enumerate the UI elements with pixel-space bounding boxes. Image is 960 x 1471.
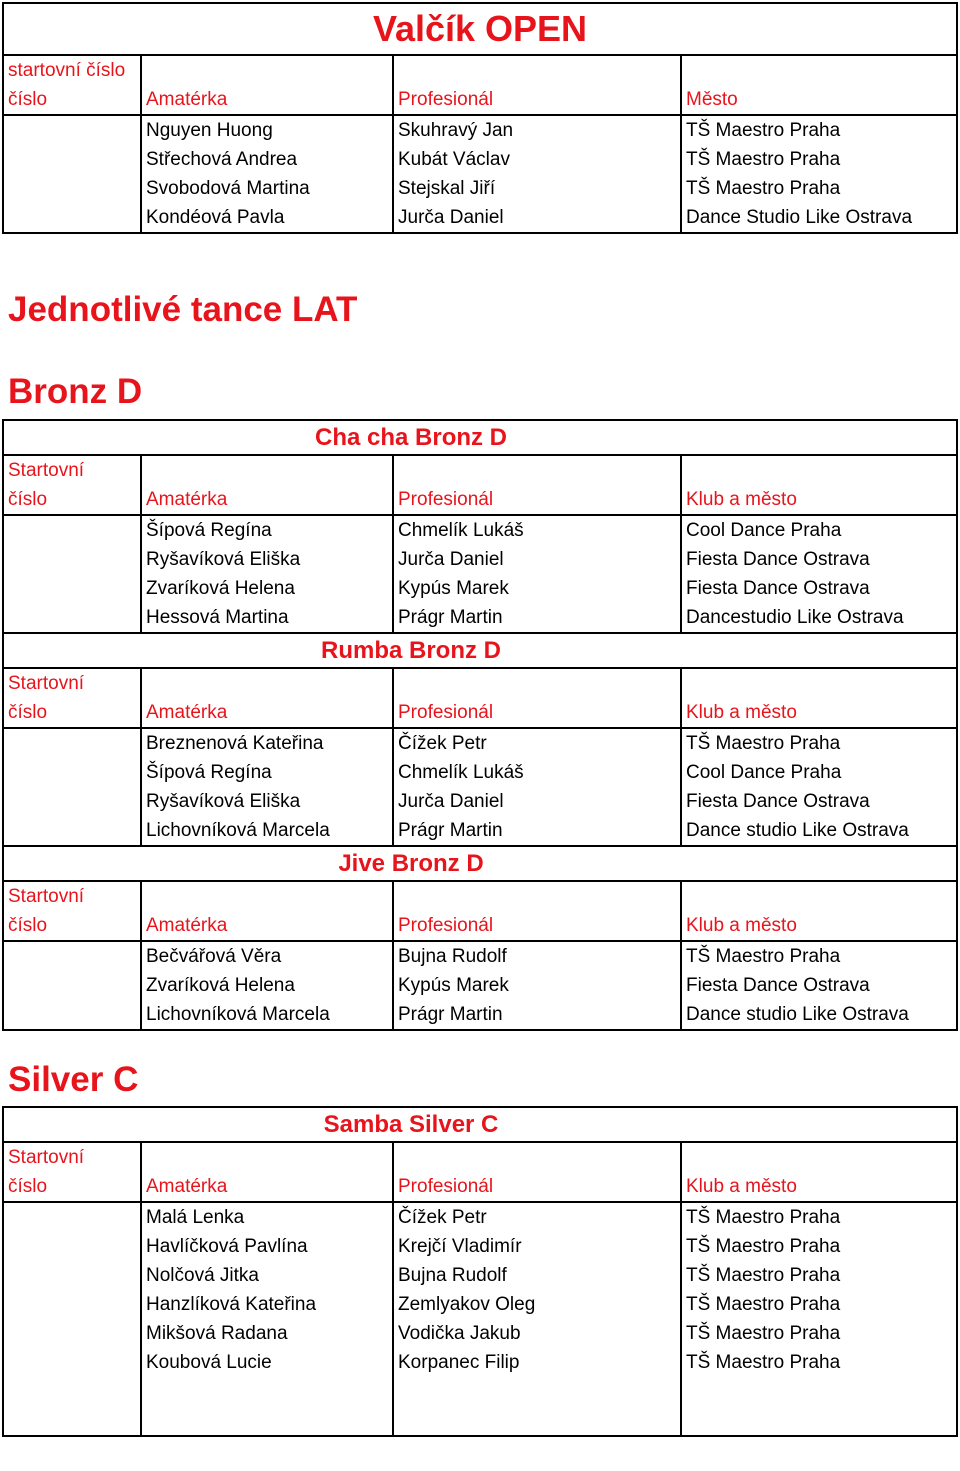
table-row — [3, 545, 957, 574]
title-spacer — [681, 1107, 957, 1142]
amaterka-cell: Bečvářová Věra — [141, 941, 393, 971]
profesional-cell: Stejskal Jiří — [393, 174, 681, 203]
club-cell: TŠ Maestro Praha — [681, 1319, 957, 1348]
col-klub: Klub a město — [681, 455, 957, 515]
title-spacer — [3, 420, 141, 455]
club-cell: Fiesta Dance Ostrava — [681, 971, 957, 1000]
table-row — [3, 1377, 957, 1406]
header-row — [3, 668, 957, 728]
title-spacer — [3, 846, 141, 881]
section-heading-bronz: Bronz D — [8, 372, 143, 411]
header-row — [3, 455, 957, 515]
amaterka-cell — [141, 1377, 393, 1406]
table-bronz-d — [2, 419, 958, 1031]
profesional-cell: Kypús Marek — [393, 574, 681, 603]
table-row — [3, 816, 957, 846]
profesional-cell: Prágr Martin — [393, 816, 681, 846]
col-klub: Klub a město — [681, 668, 957, 728]
col-profesional: Profesionál — [393, 668, 681, 728]
start-number-cell — [3, 574, 141, 603]
club-cell: Fiesta Dance Ostrava — [681, 574, 957, 603]
profesional-cell: Chmelík Lukáš — [393, 515, 681, 545]
club-cell: TŠ Maestro Praha — [681, 174, 957, 203]
start-number-cell — [3, 971, 141, 1000]
club-cell: TŠ Maestro Praha — [681, 115, 957, 145]
start-number-cell — [3, 816, 141, 846]
start-number-cell — [3, 787, 141, 816]
amaterka-cell: Lichovníková Marcela — [141, 1000, 393, 1030]
profesional-cell: Jurča Daniel — [393, 787, 681, 816]
start-number-cell — [3, 603, 141, 633]
club-cell: TŠ Maestro Praha — [681, 1261, 957, 1290]
col-amaterka: Amatérka — [141, 55, 393, 115]
table-row — [3, 203, 957, 233]
table-row — [3, 1319, 957, 1348]
col-start-number: Startovní číslo — [3, 455, 141, 515]
table-row — [3, 1261, 957, 1290]
start-number-cell — [3, 1348, 141, 1377]
col-profesional: Profesionál — [393, 881, 681, 941]
profesional-cell — [393, 1377, 681, 1406]
start-number-cell — [3, 1000, 141, 1030]
profesional-cell: Bujna Rudolf — [393, 1261, 681, 1290]
header-row — [3, 881, 957, 941]
col-profesional: Profesionál — [393, 1142, 681, 1202]
profesional-cell: Kubát Václav — [393, 145, 681, 174]
amaterka-cell: Malá Lenka — [141, 1202, 393, 1232]
profesional-cell: Bujna Rudolf — [393, 941, 681, 971]
table-row — [3, 115, 957, 145]
club-cell: Dance studio Like Ostrava — [681, 1000, 957, 1030]
table-row — [3, 174, 957, 203]
table-row — [3, 1290, 957, 1319]
start-number-cell — [3, 115, 141, 145]
section-heading-lat: Jednotlivé tance LAT — [8, 290, 358, 329]
title-spacer — [3, 1107, 141, 1142]
amaterka-cell: Nguyen Huong — [141, 115, 393, 145]
club-cell: TŠ Maestro Praha — [681, 1348, 957, 1377]
table-valcik-open — [2, 2, 958, 234]
club-cell: TŠ Maestro Praha — [681, 728, 957, 758]
amaterka-cell: Havlíčková Pavlína — [141, 1232, 393, 1261]
club-cell: Dancestudio Like Ostrava — [681, 603, 957, 633]
col-klub: Klub a město — [681, 881, 957, 941]
table-row — [3, 574, 957, 603]
table-row — [3, 971, 957, 1000]
dance-title-row — [3, 420, 957, 455]
start-number-cell — [3, 1406, 141, 1436]
start-number-cell — [3, 941, 141, 971]
profesional-cell: Krejčí Vladimír — [393, 1232, 681, 1261]
start-number-cell — [3, 758, 141, 787]
col-start-number: Startovní číslo — [3, 668, 141, 728]
header-row — [3, 1142, 957, 1202]
club-cell: TŠ Maestro Praha — [681, 1202, 957, 1232]
col-mesto: Město — [681, 55, 957, 115]
profesional-cell: Čížek Petr — [393, 1202, 681, 1232]
table-silver-c — [2, 1106, 958, 1437]
amaterka-cell: Nolčová Jitka — [141, 1261, 393, 1290]
amaterka-cell: Breznenová Kateřina — [141, 728, 393, 758]
start-number-cell — [3, 545, 141, 574]
amaterka-cell: Hessová Martina — [141, 603, 393, 633]
club-cell: TŠ Maestro Praha — [681, 145, 957, 174]
amaterka-cell: Ryšavíková Eliška — [141, 545, 393, 574]
dance-title: Cha cha Bronz D — [141, 420, 681, 455]
club-cell: TŠ Maestro Praha — [681, 941, 957, 971]
dance-title: Jive Bronz D — [141, 846, 681, 881]
profesional-cell: Prágr Martin — [393, 603, 681, 633]
profesional-cell: Korpanec Filip — [393, 1348, 681, 1377]
table-row — [3, 1406, 957, 1436]
col-amaterka: Amatérka — [141, 455, 393, 515]
amaterka-cell: Střechová Andrea — [141, 145, 393, 174]
club-cell: TŠ Maestro Praha — [681, 1232, 957, 1261]
amaterka-cell: Šípová Regína — [141, 515, 393, 545]
profesional-cell: Zemlyakov Oleg — [393, 1290, 681, 1319]
amaterka-cell: Zvaríková Helena — [141, 574, 393, 603]
profesional-cell: Kypús Marek — [393, 971, 681, 1000]
table-row — [3, 1348, 957, 1377]
table-row — [3, 758, 957, 787]
table-row — [3, 1232, 957, 1261]
title-spacer — [681, 420, 957, 455]
amaterka-cell: Lichovníková Marcela — [141, 816, 393, 846]
title-spacer — [3, 633, 141, 668]
amaterka-cell: Svobodová Martina — [141, 174, 393, 203]
dance-title-row — [3, 633, 957, 668]
profesional-cell: Vodička Jakub — [393, 1319, 681, 1348]
col-amaterka: Amatérka — [141, 1142, 393, 1202]
table-row — [3, 1000, 957, 1030]
amaterka-cell: Koubová Lucie — [141, 1348, 393, 1377]
club-cell: Dance studio Like Ostrava — [681, 816, 957, 846]
table-row — [3, 1202, 957, 1232]
club-cell: TŠ Maestro Praha — [681, 1290, 957, 1319]
dance-title: Samba Silver C — [141, 1107, 681, 1142]
club-cell: Fiesta Dance Ostrava — [681, 787, 957, 816]
dance-title-row — [3, 846, 957, 881]
club-cell — [681, 1377, 957, 1406]
start-number-cell — [3, 203, 141, 233]
profesional-cell — [393, 1406, 681, 1436]
col-start-number: startovní číslo číslo — [3, 55, 141, 115]
table-row — [3, 787, 957, 816]
profesional-cell: Chmelík Lukáš — [393, 758, 681, 787]
start-number-cell — [3, 145, 141, 174]
table-row — [3, 603, 957, 633]
start-number-cell — [3, 1232, 141, 1261]
table-title: Valčík OPEN — [3, 3, 957, 55]
start-number-cell — [3, 515, 141, 545]
section-heading-silver: Silver C — [8, 1060, 139, 1099]
col-amaterka: Amatérka — [141, 668, 393, 728]
col-profesional: Profesionál — [393, 455, 681, 515]
profesional-cell: Skuhravý Jan — [393, 115, 681, 145]
amaterka-cell: Šípová Regína — [141, 758, 393, 787]
title-spacer — [681, 846, 957, 881]
profesional-cell: Jurča Daniel — [393, 203, 681, 233]
table-row — [3, 515, 957, 545]
dance-title-row — [3, 1107, 957, 1142]
amaterka-cell: Kondéová Pavla — [141, 203, 393, 233]
table-row — [3, 728, 957, 758]
col-start-number: Startovní číslo — [3, 881, 141, 941]
amaterka-cell: Ryšavíková Eliška — [141, 787, 393, 816]
col-amaterka: Amatérka — [141, 881, 393, 941]
col-klub: Klub a město — [681, 1142, 957, 1202]
start-number-cell — [3, 728, 141, 758]
col-profesional: Profesionál — [393, 55, 681, 115]
profesional-cell: Čížek Petr — [393, 728, 681, 758]
table-row — [3, 941, 957, 971]
club-cell — [681, 1406, 957, 1436]
start-number-cell — [3, 1377, 141, 1406]
amaterka-cell — [141, 1406, 393, 1436]
title-spacer — [681, 633, 957, 668]
start-number-cell — [3, 1319, 141, 1348]
start-number-cell — [3, 1261, 141, 1290]
start-number-cell — [3, 1290, 141, 1319]
profesional-cell: Prágr Martin — [393, 1000, 681, 1030]
col-start-number: Startovní číslo — [3, 1142, 141, 1202]
start-number-cell — [3, 174, 141, 203]
club-cell: Cool Dance Praha — [681, 515, 957, 545]
profesional-cell: Jurča Daniel — [393, 545, 681, 574]
club-cell: Dance Studio Like Ostrava — [681, 203, 957, 233]
amaterka-cell: Hanzlíková Kateřina — [141, 1290, 393, 1319]
amaterka-cell: Mikšová Radana — [141, 1319, 393, 1348]
club-cell: Cool Dance Praha — [681, 758, 957, 787]
club-cell: Fiesta Dance Ostrava — [681, 545, 957, 574]
dance-title: Rumba Bronz D — [141, 633, 681, 668]
start-number-cell — [3, 1202, 141, 1232]
table-row — [3, 145, 957, 174]
amaterka-cell: Zvaríková Helena — [141, 971, 393, 1000]
